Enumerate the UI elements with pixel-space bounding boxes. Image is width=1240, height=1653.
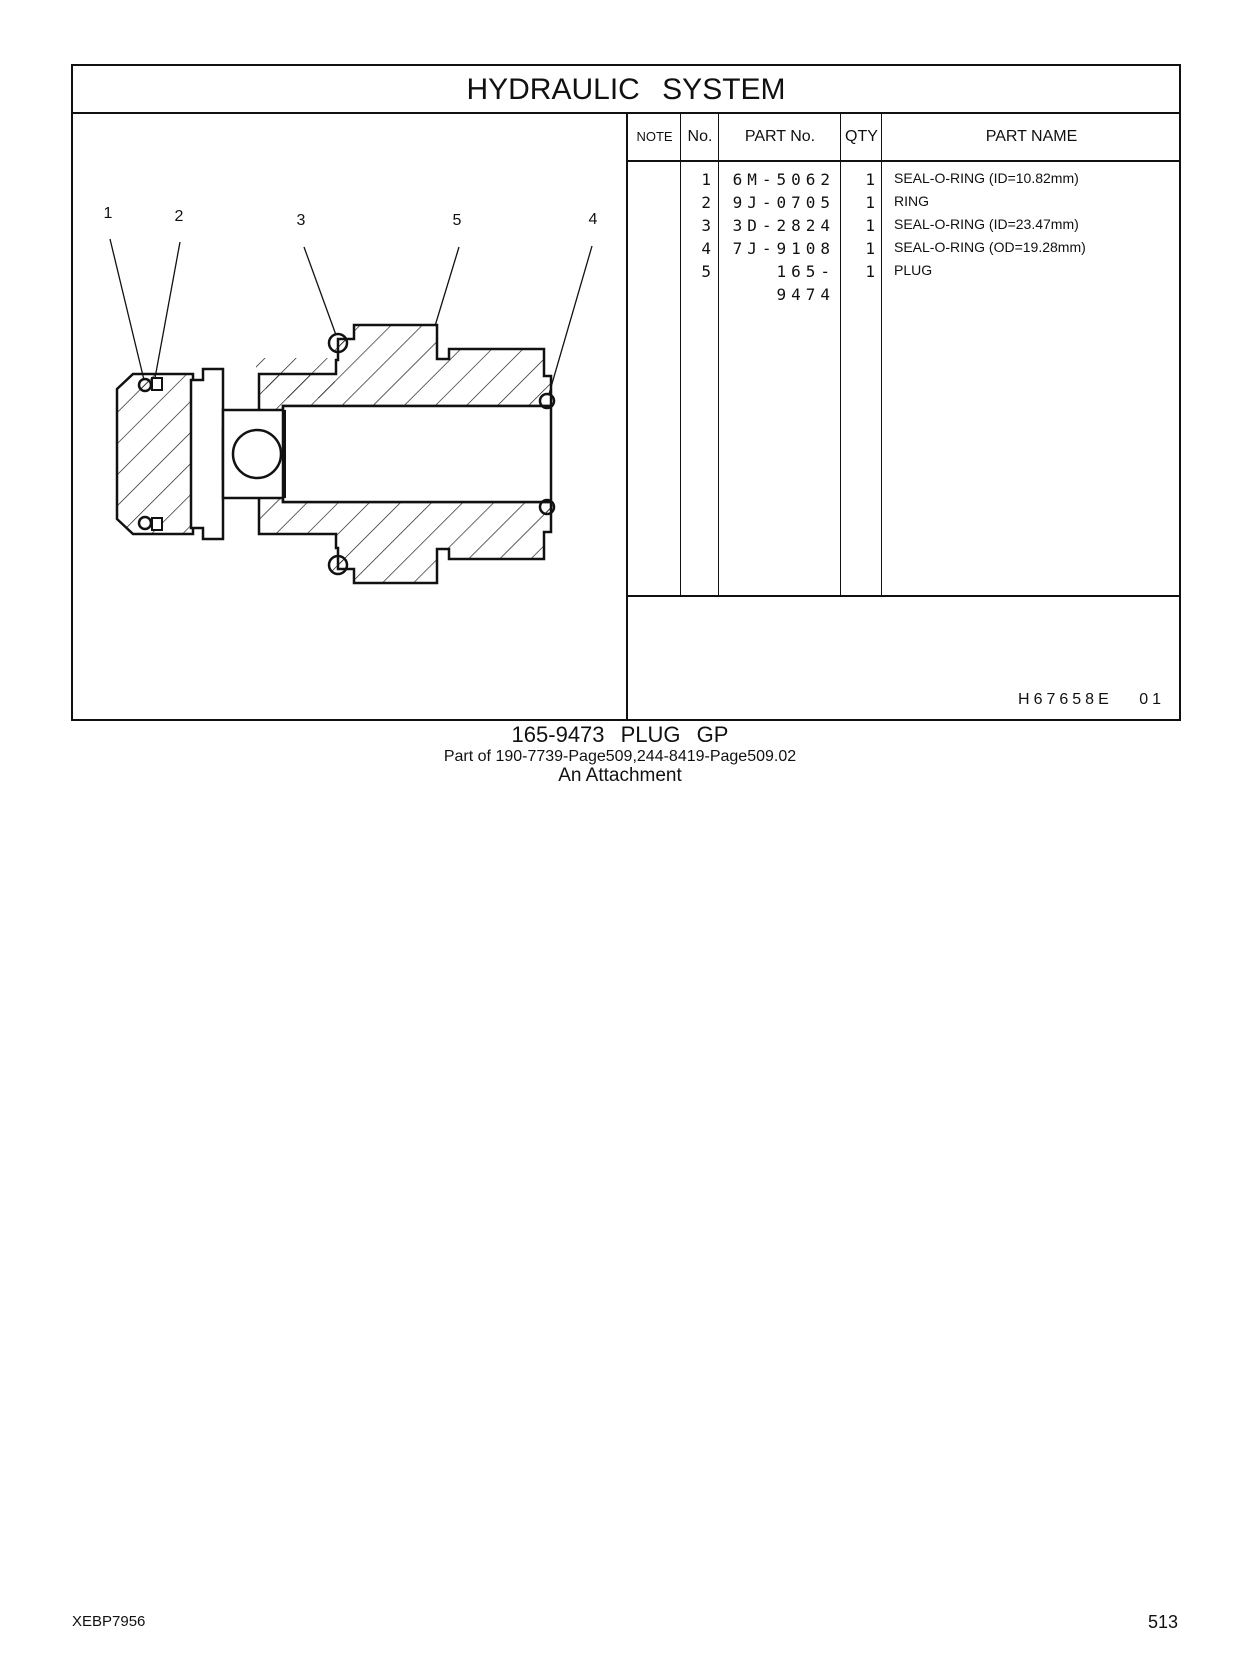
table-header [628, 114, 1181, 162]
header-note: NOTE [636, 129, 673, 144]
parts-table [626, 114, 1181, 721]
plug-neck [191, 369, 223, 539]
part-of-caption: Part of 190-7739-Page509,244-8419-Page509.02 [443, 748, 797, 765]
row-part-no: 3D-2824 [732, 216, 835, 235]
callout-5: 5 [452, 212, 462, 229]
group-caption: 165-9473 PLUG GP [511, 722, 729, 747]
row-part-name: SEAL-O-RING (ID=10.82mm) [894, 170, 1079, 186]
parts-frame [71, 64, 1181, 721]
cross-hole [233, 430, 281, 478]
plug-head [117, 374, 197, 534]
callout-4: 4 [588, 211, 598, 228]
row-part-no: 6M-5062 [732, 170, 835, 189]
row-part-no: 7J-9108 [732, 239, 835, 258]
row-no: 4 [701, 239, 711, 258]
row-part-name: RING [894, 193, 929, 209]
row-no: 3 [701, 216, 711, 235]
header-part-name: PART NAME [985, 128, 1078, 145]
row-qty: 1 [865, 170, 875, 189]
page-number: 513 [1147, 1612, 1178, 1632]
row-no: 1 [701, 170, 711, 189]
row-qty: 1 [865, 193, 875, 212]
document-id: XEBP7956 [72, 1613, 146, 1630]
row-qty: 1 [865, 216, 875, 235]
row-no: 5 [701, 262, 711, 281]
row-qty: 1 [865, 239, 875, 258]
row-part-name: PLUG [894, 262, 933, 278]
row-part-no: 165-9474 [776, 262, 835, 304]
row-qty: 1 [865, 262, 875, 281]
header-part-no: PART No. [744, 128, 816, 145]
row-part-name: SEAL-O-RING (OD=19.28mm) [894, 239, 1086, 255]
plug-cross-section-drawing [73, 114, 626, 721]
callout-3: 3 [296, 212, 306, 229]
section-title: HYDRAULIC SYSTEM [73, 66, 1179, 114]
row-part-no: 9J-0705 [732, 193, 835, 212]
row-part-name: SEAL-O-RING (ID=23.47mm) [894, 216, 1079, 232]
row-no: 2 [701, 193, 711, 212]
header-no: No. [687, 128, 713, 145]
callout-1: 1 [103, 205, 113, 222]
header-qty: QTY [845, 128, 878, 145]
table-footer [628, 595, 1181, 721]
callout-2: 2 [174, 208, 184, 225]
attachment-caption: An Attachment [558, 765, 682, 786]
illustration-reference: H67658E 01 [1018, 691, 1165, 708]
exploded-diagram [73, 114, 626, 721]
bore [283, 406, 551, 502]
column-divider [881, 114, 882, 595]
